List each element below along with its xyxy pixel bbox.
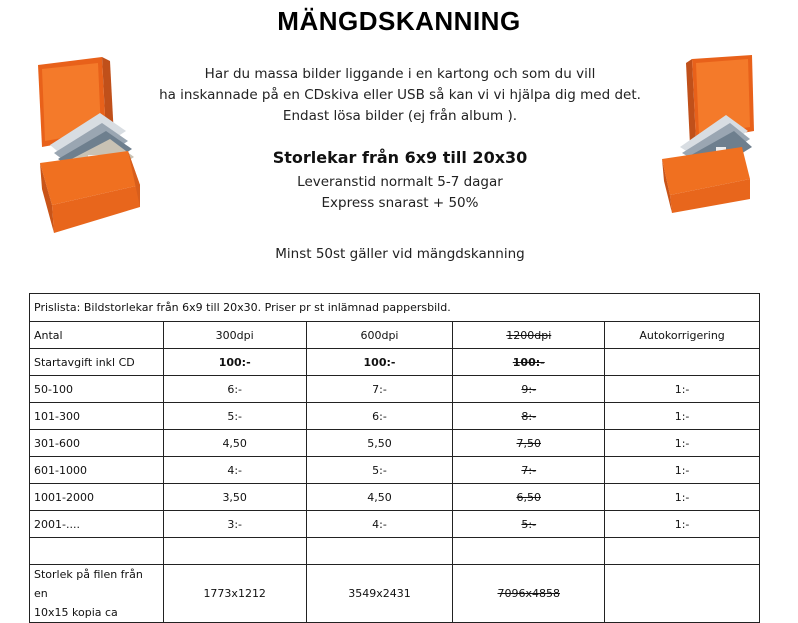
express-info: Express snarast + 50% xyxy=(321,195,479,211)
price-cell: 7,50 xyxy=(453,430,605,457)
price-cell: 1:- xyxy=(605,430,760,457)
price-cell: 3:- xyxy=(163,511,306,538)
price-cell: 7:- xyxy=(306,376,453,403)
start-fee-row xyxy=(30,349,760,376)
price-cell: 6:- xyxy=(163,376,306,403)
row-label: 50-100 xyxy=(30,376,164,403)
empty-cell xyxy=(605,538,760,565)
empty-cell xyxy=(306,538,453,565)
file-size-row xyxy=(30,565,760,623)
row-label: 2001-.... xyxy=(30,511,164,538)
table-header-row xyxy=(30,322,760,349)
price-cell: 5:- xyxy=(453,511,605,538)
header-cell: Antal xyxy=(30,322,164,349)
price-cell: 4:- xyxy=(306,511,453,538)
delivery-time: Leveranstid normalt 5-7 dagar xyxy=(297,174,503,190)
price-cell: 4,50 xyxy=(163,430,306,457)
page-title: MÄNGDSKANNING xyxy=(277,6,521,36)
row-label: 1001-2000 xyxy=(30,484,164,511)
header-cell: 1200dpi xyxy=(453,322,605,349)
price-cell: 6,50 xyxy=(453,484,605,511)
header-cell: 600dpi xyxy=(306,322,453,349)
intro-line: ha inskannade på en CDskiva eller USB så kan vi vi hjälpa dig med det. xyxy=(159,87,641,103)
table-row xyxy=(30,403,760,430)
price-cell: 1:- xyxy=(605,403,760,430)
table-row xyxy=(30,457,760,484)
price-cell: 4,50 xyxy=(306,484,453,511)
price-cell: 5:- xyxy=(306,457,453,484)
empty-cell xyxy=(30,538,164,565)
price-cell: 4:- xyxy=(163,457,306,484)
price-table xyxy=(29,293,760,623)
price-cell: 5:- xyxy=(163,403,306,430)
table-caption-row xyxy=(30,294,760,322)
file-size-label-line: Storlek på filen från en xyxy=(34,568,143,600)
empty-cell xyxy=(163,538,306,565)
header-cell: 300dpi xyxy=(163,322,306,349)
table-row xyxy=(30,376,760,403)
price-cell: 9:- xyxy=(453,376,605,403)
row-label xyxy=(30,565,164,623)
table-row xyxy=(30,484,760,511)
table-caption: Prislista: Bildstorlekar från 6x9 till 20x30. Priser pr st inlämnad pappersbild. xyxy=(30,294,760,322)
price-cell: 1:- xyxy=(605,484,760,511)
price-cell: 7:- xyxy=(453,457,605,484)
file-size-cell: 1773x1212 xyxy=(163,565,306,623)
price-cell: 5,50 xyxy=(306,430,453,457)
orange-photo-box-icon xyxy=(656,55,756,215)
header-cell: Autokorrigering xyxy=(605,322,760,349)
price-cell: 100:- xyxy=(306,349,453,376)
price-cell: 1:- xyxy=(605,457,760,484)
file-size-cell: 3549x2431 xyxy=(306,565,453,623)
delivery-info xyxy=(150,172,650,214)
photo-box-left xyxy=(30,55,145,235)
intro-line: Endast lösa bilder (ej från album ). xyxy=(282,108,518,124)
price-cell: 1:- xyxy=(605,376,760,403)
row-label: 101-300 xyxy=(30,403,164,430)
price-cell: 100:- xyxy=(453,349,605,376)
intro-text xyxy=(150,64,650,127)
table-row xyxy=(30,430,760,457)
table-row xyxy=(30,511,760,538)
file-size-cell: 7096x4858 xyxy=(453,565,605,623)
intro-line: Har du massa bilder liggande i en kartong och som du vill xyxy=(204,66,596,82)
sizes-headline: Storlekar från 6x9 till 20x30 xyxy=(272,148,528,167)
row-label: 301-600 xyxy=(30,430,164,457)
empty-row xyxy=(30,538,760,565)
price-cell xyxy=(605,349,760,376)
price-cell: 1:- xyxy=(605,511,760,538)
photo-box-right xyxy=(656,55,756,215)
row-label: Startavgift inkl CD xyxy=(30,349,164,376)
file-size-cell xyxy=(605,565,760,623)
row-label: 601-1000 xyxy=(30,457,164,484)
minimum-quantity-note: Minst 50st gäller vid mängdskanning xyxy=(275,246,525,262)
orange-photo-box-icon xyxy=(30,55,145,235)
empty-cell xyxy=(453,538,605,565)
price-cell: 3,50 xyxy=(163,484,306,511)
price-cell: 8:- xyxy=(453,403,605,430)
price-cell: 100:- xyxy=(163,349,306,376)
file-size-label-line: 10x15 kopia ca xyxy=(34,606,118,619)
price-cell: 6:- xyxy=(306,403,453,430)
